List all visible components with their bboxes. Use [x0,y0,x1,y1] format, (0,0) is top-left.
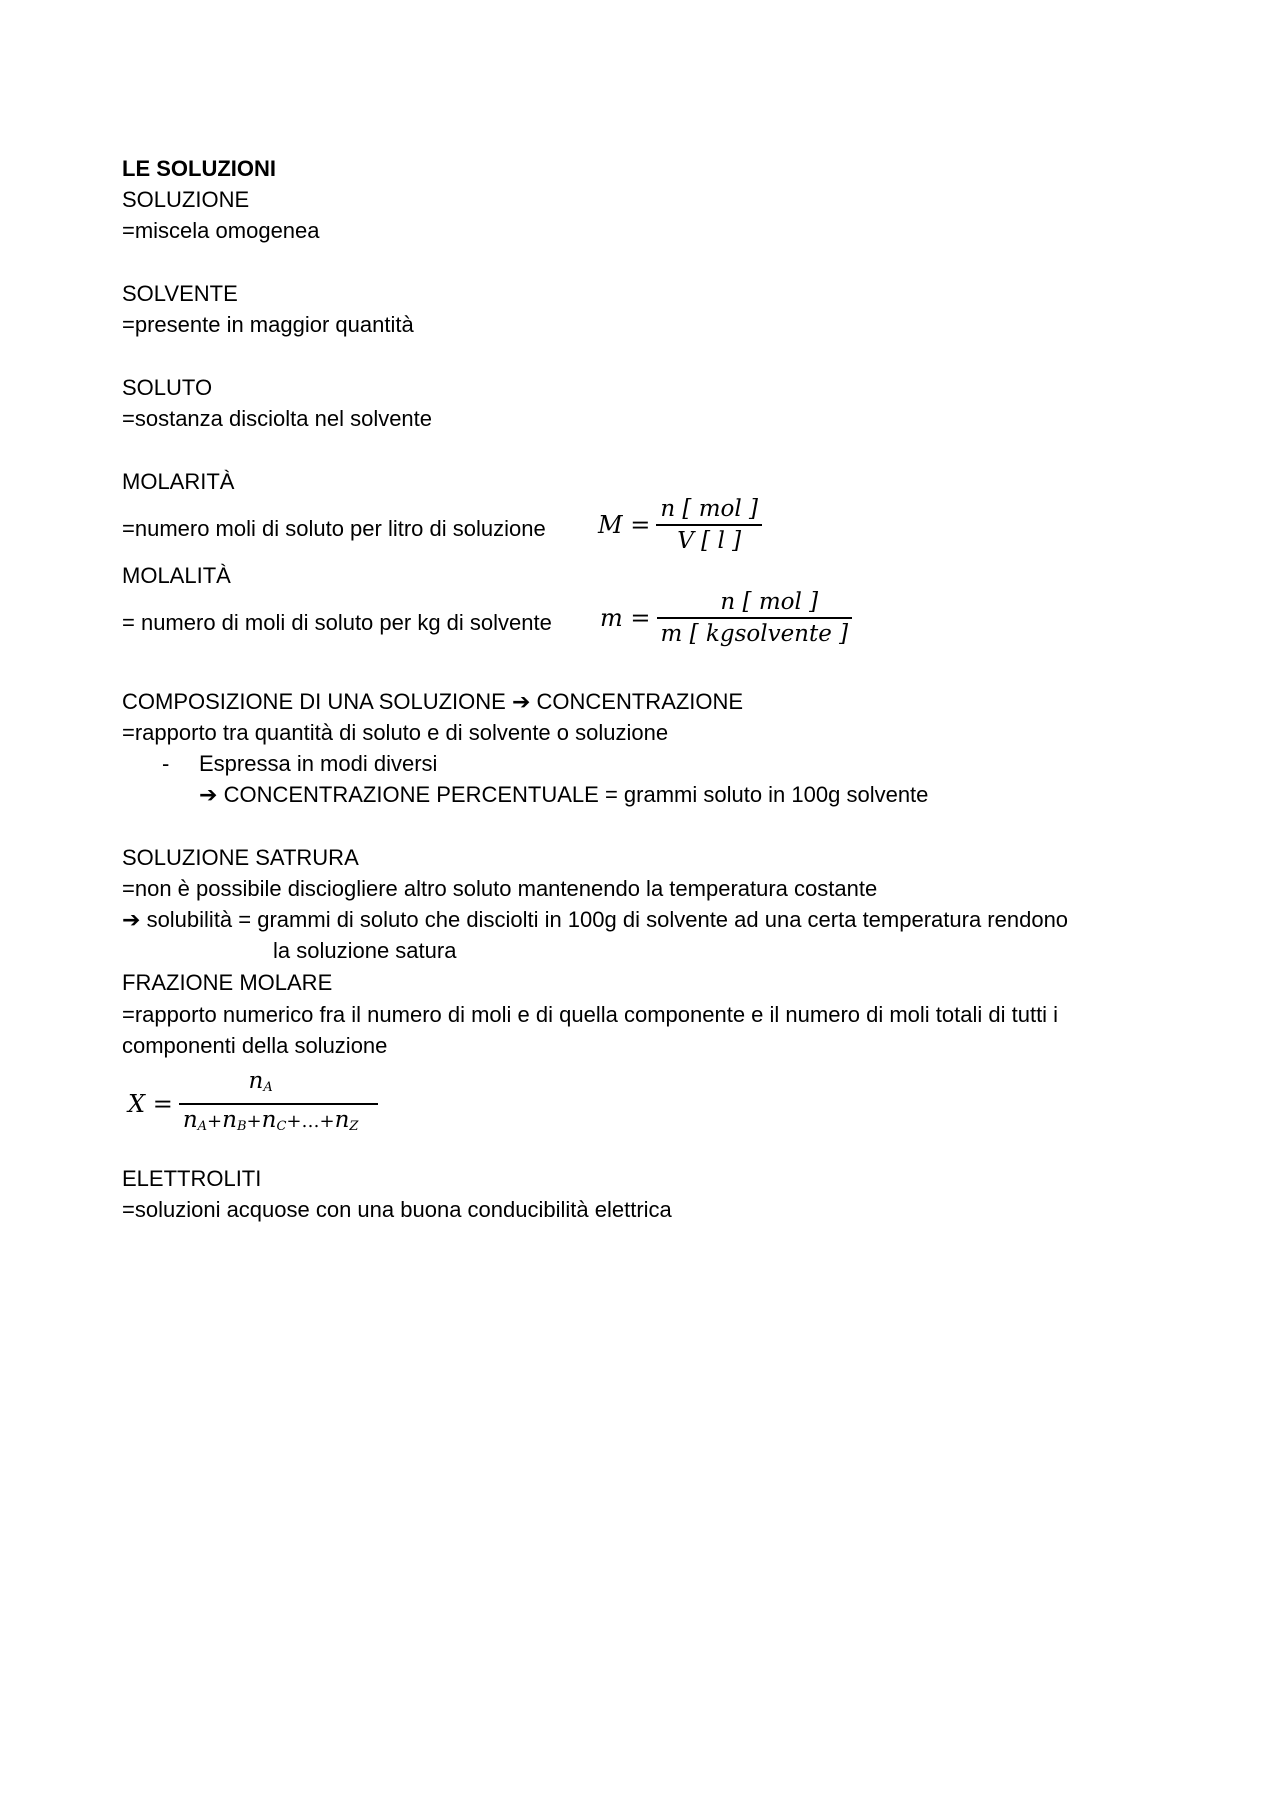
definition-soluto: =sostanza disciolta nel solvente [122,406,433,431]
molarita-formula-lhs: M = [598,510,651,539]
denominator-variable: n [222,1106,237,1133]
solubilita-line [122,906,1068,934]
molarita-formula [598,494,762,556]
denominator-subscript: C [276,1118,287,1134]
section-heading-satura: SOLUZIONE SATRURA [122,845,359,870]
sub-bullet-text: CONCENTRAZIONE PERCENTUALE = grammi soluto in 100g solvente [223,782,929,807]
denominator-subscript: Z [349,1118,359,1134]
denominator-variable: n [261,1106,277,1133]
bullet-espressa: Espressa in modi diversi [199,751,438,776]
definition-solvente: =presente in maggior quantità [122,312,414,337]
solubilita-text: solubilità = grammi di soluto che disciolti in 100g di solvente ad una certa temperatura rendono [146,907,1069,932]
molalita-formula-lhs: m = [600,603,651,632]
molarita-formula-denominator: V [ l ] [677,527,742,554]
denominator-operator: + [207,1110,223,1132]
denominator-operator: +…+ [286,1110,335,1132]
sub-bullet-concentrazione-percentuale [199,781,928,809]
document-title: LE SOLUZIONI [122,156,276,181]
right-arrow-icon: ➔ [122,907,141,932]
section-heading-frazione-molare: FRAZIONE MOLARE [122,970,333,995]
frazione-formula-numerator [245,1066,277,1103]
denominator-variable: n [182,1106,198,1133]
right-arrow-icon: ➔ [199,782,218,807]
definition-soluzione: =miscela omogenea [122,218,320,243]
frazione-formula-lhs: X = [128,1089,173,1118]
molalita-formula-numerator: n [ mol ] [720,589,819,615]
section-heading-soluto: SOLUTO [122,375,213,400]
denominator-subscript: B [236,1118,247,1134]
frazione-formula [128,1066,362,1142]
bullet-dash: - [162,751,170,776]
molalita-formula-denominator: m [ kgsolvente ] [660,620,849,647]
definition-molalita: = numero di moli di soluto per kg di solvente [122,610,552,635]
composizione-heading-text: COMPOSIZIONE DI UNA SOLUZIONE [122,689,506,714]
numerator-subscript: A [263,1080,273,1095]
definition-satura: =non è possibile disciogliere altro soluto mantenendo la temperatura costante [122,876,878,901]
section-heading-solvente: SOLVENTE [122,281,238,306]
denominator-operator: + [246,1110,262,1132]
definition-frazione-line1: =rapporto numerico fra il numero di moli e di quella componente e il numero di moli totali di tutti i [122,1002,1059,1027]
denominator-variable: n [334,1106,350,1133]
definition-composizione: =rapporto tra quantità di soluto e di solvente o soluzione [122,720,669,745]
denominator-subscript: A [197,1118,208,1134]
frazione-formula-denominator [179,1105,363,1142]
numerator-variable: n [248,1068,264,1094]
section-heading-elettroliti: ELETTROLITI [122,1166,262,1191]
section-heading-molarita: MOLARITÀ [122,469,235,494]
definition-elettroliti: =soluzioni acquose con una buona conducibilità elettrica [122,1197,672,1222]
molarita-formula-numerator: n [ mol ] [660,496,759,522]
molalita-formula [600,587,852,649]
definition-frazione-line2: componenti della soluzione [122,1033,388,1058]
section-heading-soluzione: SOLUZIONE [122,187,250,212]
solubilita-continuation: la soluzione satura [273,938,457,963]
section-heading-molalita: MOLALITÀ [122,563,231,588]
concentrazione-heading-text: CONCENTRAZIONE [536,689,744,714]
section-heading-composizione [122,688,743,716]
right-arrow-icon: ➔ [511,689,531,714]
definition-molarita: =numero moli di soluto per litro di soluzione [122,516,546,541]
